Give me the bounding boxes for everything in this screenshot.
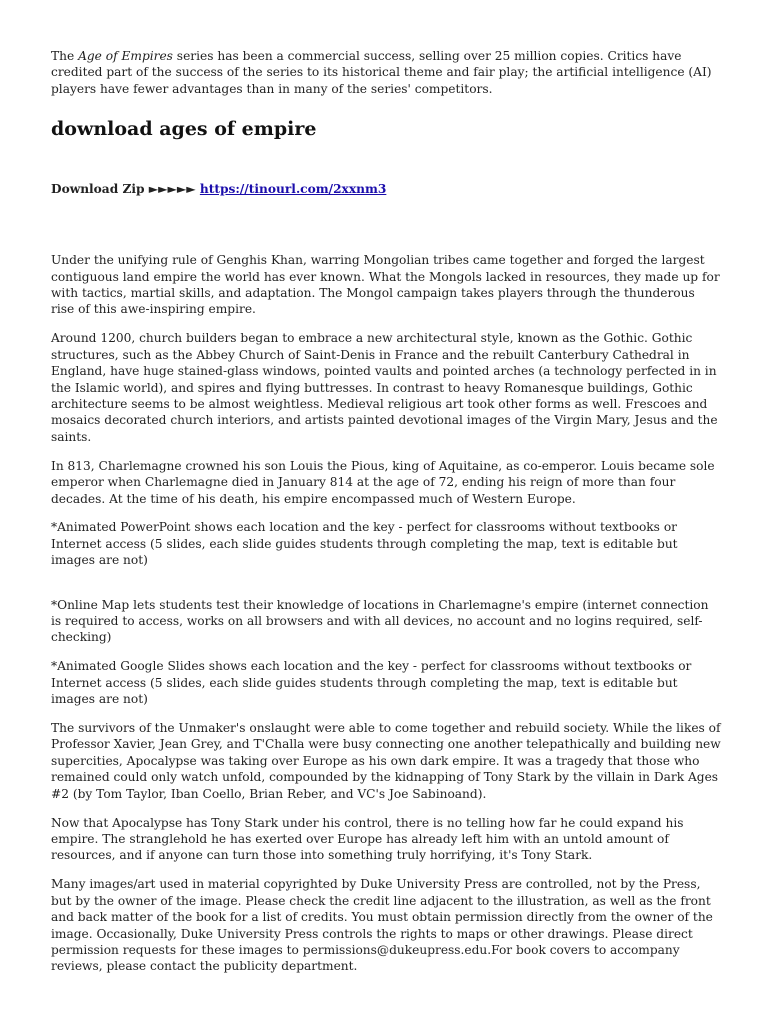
intro-paragraph xyxy=(51,48,721,97)
paragraph-powerpoint: *Animated PowerPoint shows each location and the key - perfect for classrooms without textbooks or Internet access (5 slides, each slide guides students through completing the map, text is editable but images are not) xyxy=(51,520,678,568)
paragraph-google-slides: *Animated Google Slides shows each location and the key - perfect for classrooms without textbooks or Internet access (5 slides, each slide guides students through completing the map, text is editable but images are not) xyxy=(51,659,692,707)
paragraph-gothic: Around 1200, church builders began to embrace a new architectural style, known as the Gothic. Gothic structures, such as the Abbey Church of Saint-Denis in France and the rebuilt Canterbury Cathedral in England, have huge stained-glass windows, pointed vaults and pointed arches (a technology perfected in in the Islamic world), and spires and flying buttresses. In contrast to heavy Romanesque buildings, Gothic architecture seems to be almost weightless. Medieval religious art took other forms as well. Frescoes and mosaics decorated church interiors, and artists painted devotional images of the Virgin Mary, Jesus and the saints. xyxy=(51,331,718,444)
series-title: Age of Empires xyxy=(78,49,173,63)
download-link[interactable]: https://tinourl.com/2xxnm3 xyxy=(199,182,387,197)
paragraph-charlemagne: In 813, Charlemagne crowned his son Louis the Pious, king of Aquitaine, as co-emperor. Louis became sole emperor when Charlemagne died in January 814 at the age of 72, ending his reign of more than four decades. At the time of his death, his empire encompassed much of Western Europe. xyxy=(51,458,715,506)
paragraph-unmaker: The survivors of the Unmaker's onslaught were able to come together and rebuild society. While the likes of Professor Xavier, Jean Grey, and T'Challa were busy connecting one another telepathically and building new supercities, Apocalypse was taking over Europe as his own dark empire. It was a tragedy that those who remained could only watch unfold, compounded by the kidnapping of Tony Stark by the villain in Dark Ages #2 (by Tom Taylor, Iban Coello, Brian Reber, and VC's Joe Sabinoand). xyxy=(51,721,721,801)
intro-lead: The xyxy=(51,49,79,63)
paragraph-mongol: Under the unifying rule of Genghis Khan, warring Mongolian tribes came together and forged the largest contiguous land empire the world has ever known. What the Mongols lacked in resources, they made up for with tactics, martial skills, and adaptation. The Mongol campaign takes players through the thunderous rise of this awe-inspiring empire. xyxy=(51,253,720,317)
page-title: download ages of empire xyxy=(51,118,317,141)
paragraph-apocalypse: Now that Apocalypse has Tony Stark under his control, there is no telling how far he could expand his empire. The stranglehold he has exerted over Europe has already left him with an untold amount of resources, and if anyone can turn those into something truly horrifying, it's Tony Stark. xyxy=(51,815,684,863)
document-page xyxy=(51,48,721,975)
paragraph-online-map: *Online Map lets students test their knowledge of locations in Charlemagne's empire (internet connection is required to access, works on all browsers and with all devices, no account and no logins required, self-checking) xyxy=(51,597,709,645)
download-label: Download Zip ►►►►► xyxy=(51,182,200,197)
intro-rest: series has been a commercial success, selling over 25 million copies. Critics have credited part of the success of the series to its historical theme and fair play; the artificial intelligence (AI) players have fewer advantages than in many of the series' competitors. xyxy=(51,49,712,96)
download-line xyxy=(51,181,721,197)
paragraph-duke-press: Many images/art used in material copyrighted by Duke University Press are controlled, not by the Press, but by the owner of the image. Please check the credit line adjacent to the illustration, as well as the front and back matter of the book for a list of credits. You must obtain permission directly from the owner of the image. Occasionally, Duke University Press controls the rights to maps or other drawings. Please direct permission requests for these images to permissions@dukeupress.edu.For book covers to accompany reviews, please contact the publicity department. xyxy=(51,877,713,974)
